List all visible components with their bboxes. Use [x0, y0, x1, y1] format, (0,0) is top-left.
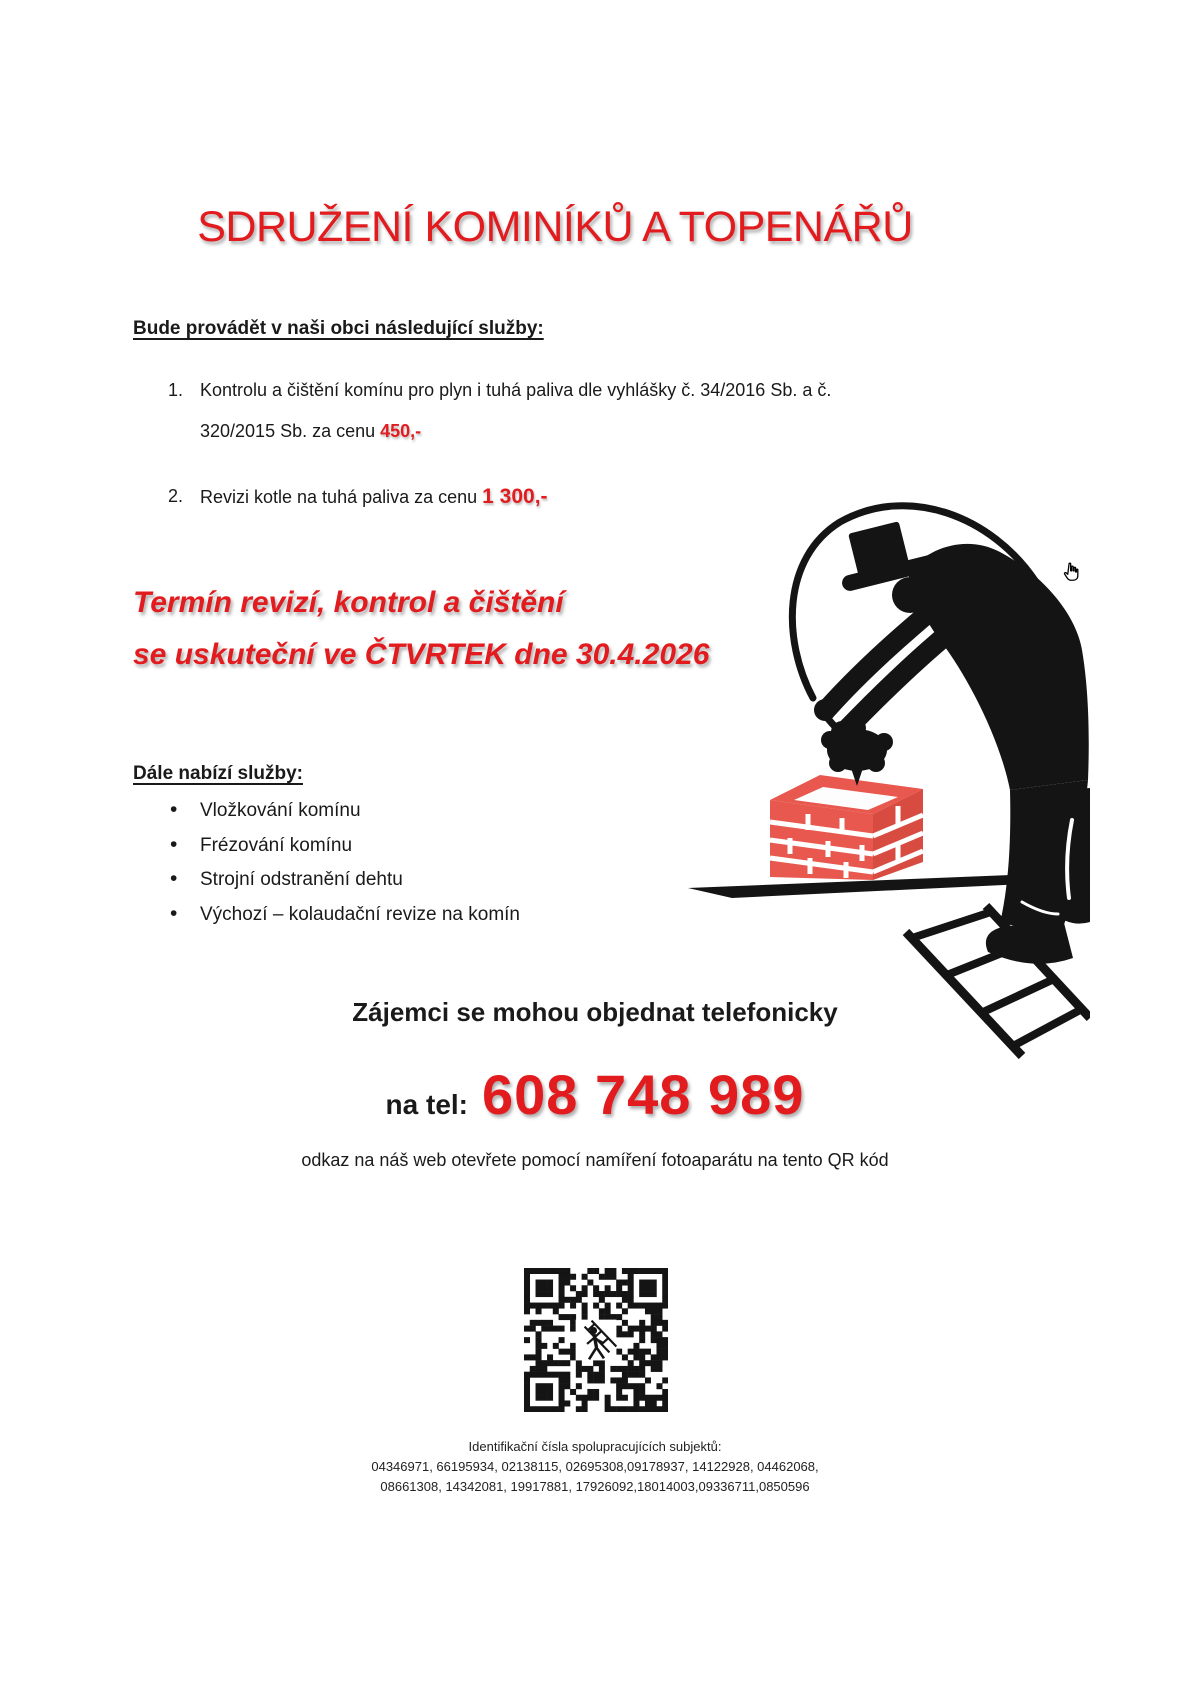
service-item-1 [168, 370, 831, 452]
item-2-text [200, 476, 548, 518]
item-2-number: 2. [168, 486, 184, 506]
chimney [770, 775, 923, 880]
qr-center-logo [576, 1320, 617, 1361]
item-1-line-1: Kontrolu a čištění komínu pro plyn i tuhá paliva dle vyhlášky č. 34/2016 Sb. a č. [200, 380, 832, 400]
bullet-dot-icon [170, 897, 200, 932]
bullet-item-3-label: Strojní odstranění dehtu [200, 869, 403, 890]
contact-invite: Zájemci se mohou objednat telefonicky [352, 997, 838, 1027]
bullet-item-2 [170, 828, 520, 863]
chimney-sweep-illustration [670, 460, 1090, 1060]
item-1-number: 1. [168, 380, 184, 400]
bullet-dot-icon [170, 793, 200, 828]
sweep-hand-2 [831, 721, 853, 743]
price-450: 450,- [380, 421, 422, 441]
intro-heading: Bude provádět v naši obci následující služby: [133, 318, 544, 339]
footer-ids-line-2: 08661308, 14342081, 19917881, 17926092,18014003,09336711,0850596 [380, 1479, 810, 1494]
price-1300: 1 300,- [482, 485, 548, 508]
services-list [170, 793, 520, 931]
flyer-title: SDRUŽENÍ KOMINÍKŮ A TOPENÁŘŮ [197, 203, 913, 251]
footer-heading: Identifikační čísla spolupracujících subjektů: [468, 1439, 722, 1454]
bullet-item-3 [170, 862, 520, 897]
announcement-line-1: Termín revizí, kontrol a čištění [133, 586, 564, 619]
qr-code-svg [524, 1268, 668, 1412]
announcement-line-2: se uskuteční ve ČTVRTEK dne 30.4.2026 [133, 638, 710, 671]
bullet-dot-icon [170, 828, 200, 863]
sweep-head [892, 577, 928, 613]
phone-number: 608 748 989 [482, 1063, 805, 1126]
bullet-item-2-label: Frézování komínu [200, 834, 353, 856]
bullet-item-1 [170, 793, 520, 828]
qr-caption: odkaz na náš web otevřete pomocí namíření fotoaparátu na tento QR kód [301, 1150, 889, 1170]
bullet-dot-icon [170, 862, 200, 897]
hand-pointer-cursor [1058, 560, 1084, 586]
phone-label: na tel: [385, 1089, 469, 1120]
bullet-item-4 [170, 897, 520, 932]
services-heading: Dále nabízí služby: [133, 763, 303, 784]
bullet-item-1-label: Vložkování komínu [200, 800, 361, 821]
phone-row [20, 1062, 1170, 1127]
qr-logo-head [590, 1327, 597, 1334]
sweep-hand-1 [814, 699, 836, 721]
item-2-line: Revizi kotle na tuhá paliva za cenu [200, 487, 483, 507]
footer [20, 1437, 1170, 1497]
qr-code [524, 1268, 668, 1412]
item-1-text [200, 370, 831, 452]
item-1-line-2: 320/2015 Sb. za cenu [200, 421, 381, 441]
chimney-sweep-svg [670, 460, 1090, 1060]
service-item-2 [168, 476, 548, 518]
bullet-item-4-label: Výchozí – kolaudační revize na komín [200, 903, 521, 925]
footer-ids-line-1: 04346971, 66195934, 02138115, 02695308,09178937, 14122928, 04462068, [371, 1459, 819, 1474]
